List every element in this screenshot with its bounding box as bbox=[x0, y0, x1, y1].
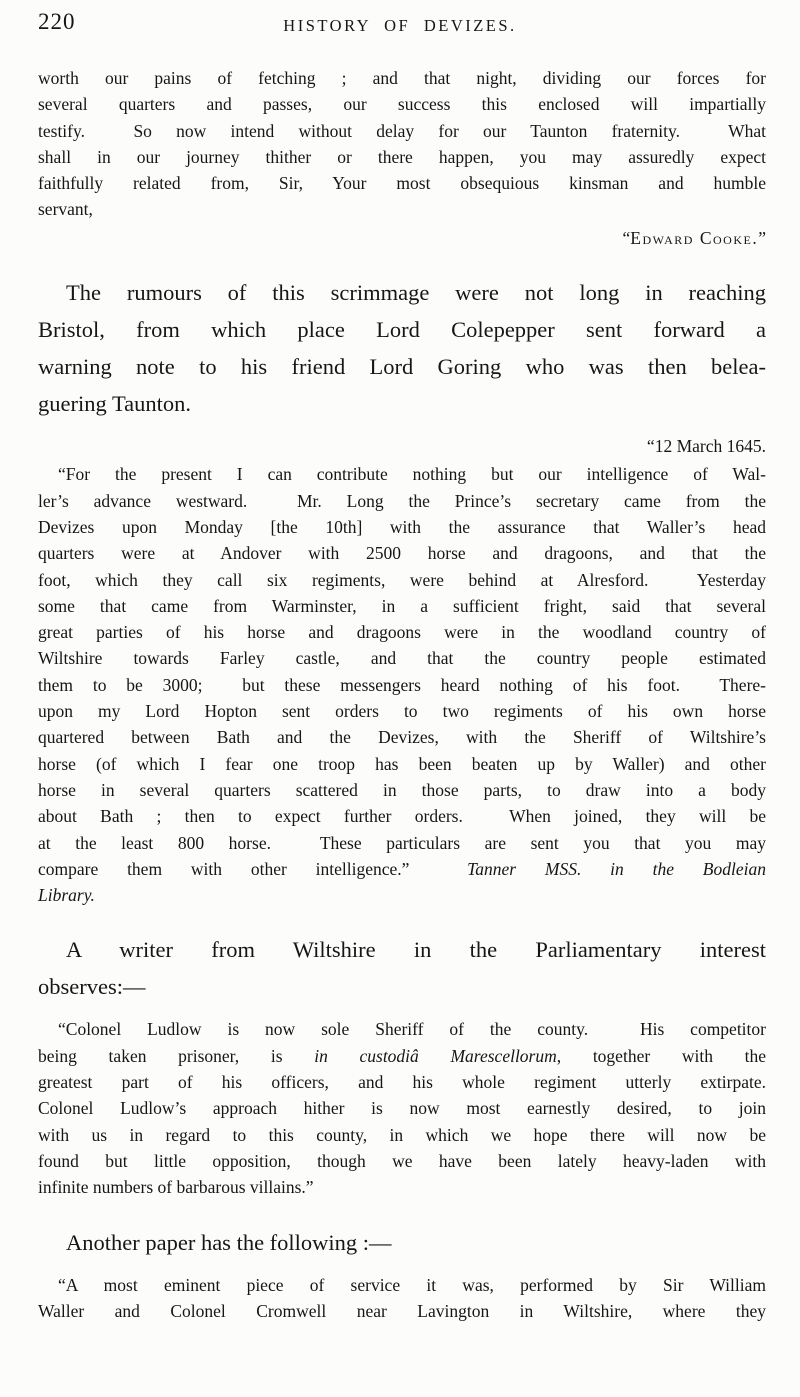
text-line bbox=[38, 540, 766, 566]
text-line bbox=[38, 931, 766, 968]
text-line bbox=[38, 461, 766, 487]
text-line bbox=[38, 433, 766, 459]
text-segment: faithfully related from, Sir, Your most obsequious kinsman and humble bbox=[38, 173, 766, 194]
text-line bbox=[38, 698, 766, 724]
text-segment: horse in several quarters scattered in those parts, to draw into a body bbox=[38, 779, 766, 800]
text-segment: , together with the bbox=[556, 1045, 767, 1066]
text-line bbox=[38, 724, 766, 750]
narrative-paragraph bbox=[38, 931, 766, 1005]
text-segment: horse (of which I fear one troop has been beaten up by Waller) and other bbox=[38, 753, 766, 774]
text-line bbox=[38, 225, 766, 251]
text-segment: quarters were at Andover with 2500 horse and dragoons, and that the bbox=[38, 543, 766, 564]
text-segment: guering Taunton. bbox=[38, 391, 191, 417]
text-line bbox=[38, 1298, 766, 1324]
text-line bbox=[38, 1069, 766, 1095]
text-line bbox=[38, 1095, 766, 1121]
letter-continuation-paragraph bbox=[38, 65, 766, 223]
text-line bbox=[38, 488, 766, 514]
italic-text: Tanner MSS. in the Bodleian bbox=[467, 858, 766, 879]
text-line bbox=[38, 1148, 766, 1174]
text-line bbox=[38, 311, 766, 348]
text-line bbox=[38, 385, 766, 422]
text-segment: several quarters and passes, our success this enclosed will impartially bbox=[38, 94, 766, 115]
text-segment: “For the present I can contribute nothing but our intelligence of Wal- bbox=[58, 464, 766, 485]
text-line bbox=[38, 830, 766, 856]
text-line bbox=[38, 751, 766, 777]
text-segment: ” bbox=[758, 227, 766, 248]
text-line bbox=[38, 1224, 766, 1261]
text-segment: with us in regard to this county, in which we hope there will now be bbox=[38, 1124, 766, 1145]
text-line bbox=[38, 196, 766, 222]
text-line bbox=[38, 645, 766, 671]
page-number: 220 bbox=[38, 9, 76, 34]
italic-text: in custodiâ Marescellorum bbox=[314, 1045, 557, 1066]
smallcaps-text: Edward Cooke. bbox=[630, 227, 759, 248]
text-line bbox=[38, 803, 766, 829]
text-segment: found but little opposition, though we have been lately heavy-laden with bbox=[38, 1150, 766, 1171]
text-segment: quartered between Bath and the Devizes, with the Sheriff of Wiltshire’s bbox=[38, 727, 766, 748]
text-line bbox=[38, 856, 766, 882]
text-segment: A writer from Wiltshire in the Parliamentary interest bbox=[66, 937, 766, 963]
text-line bbox=[38, 514, 766, 540]
text-segment: compare them with other intelligence.” bbox=[38, 858, 468, 879]
text-segment: testify. So now intend without delay for our Taunton fraternity. What bbox=[38, 120, 766, 141]
text-segment: “ bbox=[622, 227, 631, 248]
narrative-paragraph bbox=[38, 1224, 766, 1261]
quoted-report-paragraph bbox=[38, 1272, 766, 1325]
text-segment: Waller and Colonel Cromwell near Lavington in Wiltshire, where they bbox=[38, 1300, 766, 1321]
text-line bbox=[38, 1016, 766, 1042]
text-line bbox=[38, 1043, 766, 1069]
text-segment: about Bath ; then to expect further orders. When joined, they will be bbox=[38, 806, 766, 827]
text-segment: infinite numbers of barbarous villains.” bbox=[38, 1177, 314, 1198]
text-line bbox=[38, 1174, 766, 1200]
quoted-report-paragraph bbox=[38, 1016, 766, 1200]
text-segment: Colonel Ludlow’s approach hither is now most earnestly desired, to join bbox=[38, 1098, 766, 1119]
text-line bbox=[38, 170, 766, 196]
text-segment: some that came from Warminster, in a sufficient fright, said that several bbox=[38, 595, 766, 616]
text-segment: Devizes upon Monday [the 10th] with the assurance that Waller’s head bbox=[38, 516, 766, 537]
text-line bbox=[38, 593, 766, 619]
text-segment: foot, which they call six regiments, were behind at Alresford. Yesterday bbox=[38, 569, 766, 590]
text-segment: “12 March 1645. bbox=[646, 436, 766, 457]
text-line bbox=[38, 144, 766, 170]
text-segment: worth our pains of fetching ; and that night, dividing our forces for bbox=[38, 68, 766, 88]
letter-dateline bbox=[38, 433, 766, 459]
text-line bbox=[38, 619, 766, 645]
text-segment: at the least 800 horse. These particulars are sent you that you may bbox=[38, 832, 766, 853]
text-blocks bbox=[0, 51, 800, 1324]
letter-signature bbox=[38, 225, 766, 251]
text-segment: servant, bbox=[38, 199, 93, 220]
page-header bbox=[0, 0, 800, 51]
text-segment: great parties of his horse and dragoons were in the woodland country of bbox=[38, 622, 766, 643]
text-line bbox=[38, 672, 766, 698]
text-line bbox=[38, 567, 766, 593]
text-segment: observes:— bbox=[38, 974, 146, 1000]
text-segment: Another paper has the following :— bbox=[66, 1229, 392, 1255]
text-segment: them to be 3000; but these messengers heard nothing of his foot. There- bbox=[38, 674, 766, 695]
text-line bbox=[38, 118, 766, 144]
text-segment: “A most eminent piece of service it was, performed by Sir William bbox=[58, 1274, 766, 1295]
text-segment: “Colonel Ludlow is now sole Sheriff of the county. His competitor bbox=[58, 1019, 766, 1040]
text-line bbox=[38, 882, 766, 908]
text-line bbox=[38, 91, 766, 117]
text-line bbox=[38, 1272, 766, 1298]
text-segment: Bristol, from which place Lord Colepepper sent forward a bbox=[38, 317, 766, 343]
text-segment: being taken prisoner, is bbox=[38, 1045, 315, 1066]
text-segment: shall in our journey thither or there happen, you may assuredly expect bbox=[38, 146, 766, 167]
italic-text: Library. bbox=[38, 885, 95, 906]
text-segment: warning note to his friend Lord Goring who was then belea- bbox=[38, 354, 766, 380]
text-segment: upon my Lord Hopton sent orders to two regiments of his own horse bbox=[38, 701, 766, 722]
text-segment: ler’s advance westward. Mr. Long the Prince’s secretary came from the bbox=[38, 490, 766, 511]
text-line bbox=[38, 777, 766, 803]
text-line bbox=[38, 1122, 766, 1148]
text-line bbox=[38, 348, 766, 385]
narrative-paragraph bbox=[38, 274, 766, 422]
text-segment: The rumours of this scrimmage were not long in reaching bbox=[66, 280, 766, 306]
letter-body-paragraph bbox=[38, 461, 766, 908]
text-line bbox=[38, 968, 766, 1005]
text-line bbox=[38, 65, 766, 91]
running-title: HISTORY OF DEVIZES. bbox=[283, 16, 517, 35]
text-line bbox=[38, 274, 766, 311]
text-segment: Wiltshire towards Farley castle, and that the country people estimated bbox=[38, 648, 766, 669]
text-segment: greatest part of his officers, and his whole regiment utterly extirpate. bbox=[38, 1072, 766, 1093]
